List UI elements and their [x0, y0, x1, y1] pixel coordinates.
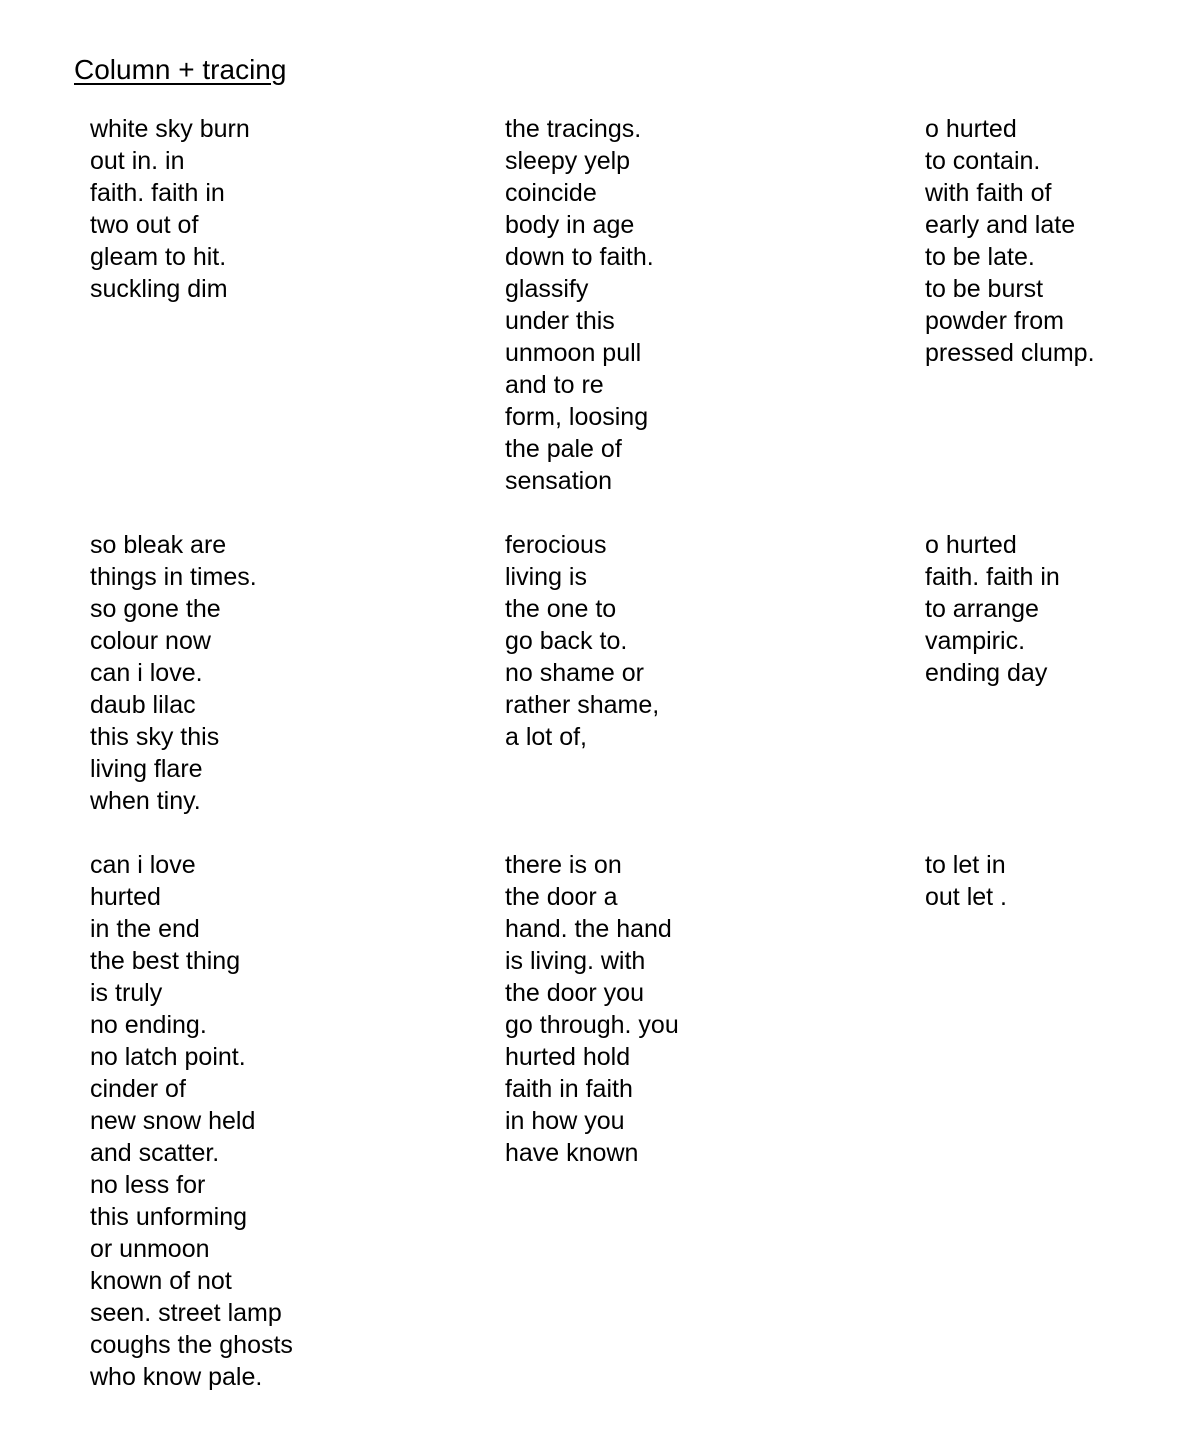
poem-line: gleam to hit.	[90, 243, 227, 271]
poem-line: in the end	[90, 915, 200, 943]
poem-line: o hurted	[925, 115, 1017, 143]
poem-line: form, loosing	[505, 403, 649, 431]
poem-line: cinder of	[90, 1075, 186, 1103]
poem-line: coincide	[505, 179, 597, 207]
poem-line: o hurted	[925, 531, 1017, 559]
poem-line: ferocious	[505, 531, 607, 559]
poem-line: who know pale.	[90, 1363, 263, 1391]
poem-line: and scatter.	[90, 1139, 220, 1167]
stanza-row3-col2	[505, 849, 925, 1169]
page-title: Column + tracing	[74, 54, 287, 85]
poem-line: the door you	[505, 979, 644, 1007]
poem-line: coughs the ghosts	[90, 1331, 293, 1359]
stanza-row3-col1	[90, 849, 505, 1393]
poem-line: vampiric.	[925, 627, 1026, 655]
poem-line: under this	[505, 307, 615, 335]
poem-line: there is on	[505, 851, 622, 879]
poem-line: rather shame,	[505, 691, 660, 719]
poem-line: sensation	[505, 467, 613, 495]
poem-line: no ending.	[90, 1011, 207, 1039]
poem-line: body in age	[505, 211, 635, 239]
poem-line: unmoon pull	[505, 339, 642, 367]
poem-line: is living. with	[505, 947, 646, 975]
poem-line: sleepy yelp	[505, 147, 631, 175]
poem-line: new snow held	[90, 1107, 256, 1135]
poem-line: colour now	[90, 627, 211, 655]
poem-line: a lot of,	[505, 723, 587, 751]
poem-line: no latch point.	[90, 1043, 246, 1071]
poem-line: out let .	[925, 883, 1007, 911]
poem-line: this sky this	[90, 723, 220, 751]
poem-line: suckling dim	[90, 275, 228, 303]
poem-line: ending day	[925, 659, 1048, 687]
poem-line: the one to	[505, 595, 617, 623]
poem-line: powder from	[925, 307, 1064, 335]
poem-line: known of not	[90, 1267, 232, 1295]
poem-line: the pale of	[505, 435, 622, 463]
poem-line: is truly	[90, 979, 163, 1007]
poem-line: to be late.	[925, 243, 1035, 271]
poem-line: can i love	[90, 851, 196, 879]
poem-line: this unforming	[90, 1203, 248, 1231]
poem-line: in how you	[505, 1107, 625, 1135]
poem-line: when tiny.	[90, 787, 201, 815]
poem-line: to let in	[925, 851, 1006, 879]
stanza-grid	[90, 113, 1184, 1393]
poem-line: so bleak are	[90, 531, 227, 559]
poem-line: and to re	[505, 371, 604, 399]
stanza-row1-col3	[925, 113, 1184, 369]
stanza-row2-col1	[90, 529, 505, 817]
poem-line: down to faith.	[505, 243, 654, 271]
poem-line: to contain.	[925, 147, 1041, 175]
poem-line: to arrange	[925, 595, 1039, 623]
poem-line: to be burst	[925, 275, 1044, 303]
poem-line: faith. faith in	[925, 563, 1060, 591]
poem-line: hurted	[90, 883, 161, 911]
poem-line: with faith of	[925, 179, 1052, 207]
poem-line: have known	[505, 1139, 639, 1167]
poem-line: or unmoon	[90, 1235, 210, 1263]
poem-line: the door a	[505, 883, 618, 911]
poem-line: glassify	[505, 275, 589, 303]
poem-line: out in. in	[90, 147, 185, 175]
poem-line: so gone the	[90, 595, 221, 623]
poem-line: go back to.	[505, 627, 628, 655]
stanza-row2-col3	[925, 529, 1184, 689]
poem-line: the tracings.	[505, 115, 642, 143]
poem-line: the best thing	[90, 947, 241, 975]
poem-line: early and late	[925, 211, 1076, 239]
poem-line: hand. the hand	[505, 915, 672, 943]
poem-line: things in times.	[90, 563, 257, 591]
stanza-row2-col2	[505, 529, 925, 753]
poem-line: faith in faith	[505, 1075, 633, 1103]
poem-line: seen. street lamp	[90, 1299, 282, 1327]
poem-line: white sky burn	[90, 115, 250, 143]
poem-line: daub lilac	[90, 691, 196, 719]
poem-line: pressed clump.	[925, 339, 1095, 367]
stanza-row1-col1	[90, 113, 505, 305]
poem-line: hurted hold	[505, 1043, 631, 1071]
poem-line: living flare	[90, 755, 203, 783]
poem-line: no less for	[90, 1171, 206, 1199]
poem-line: living is	[505, 563, 587, 591]
stanza-row1-col2	[505, 113, 925, 497]
stanza-row3-col3	[925, 849, 1184, 913]
poem-line: two out of	[90, 211, 199, 239]
poem-line: no shame or	[505, 659, 644, 687]
poem-line: can i love.	[90, 659, 203, 687]
poem-line: go through. you	[505, 1011, 679, 1039]
poem-line: faith. faith in	[90, 179, 225, 207]
